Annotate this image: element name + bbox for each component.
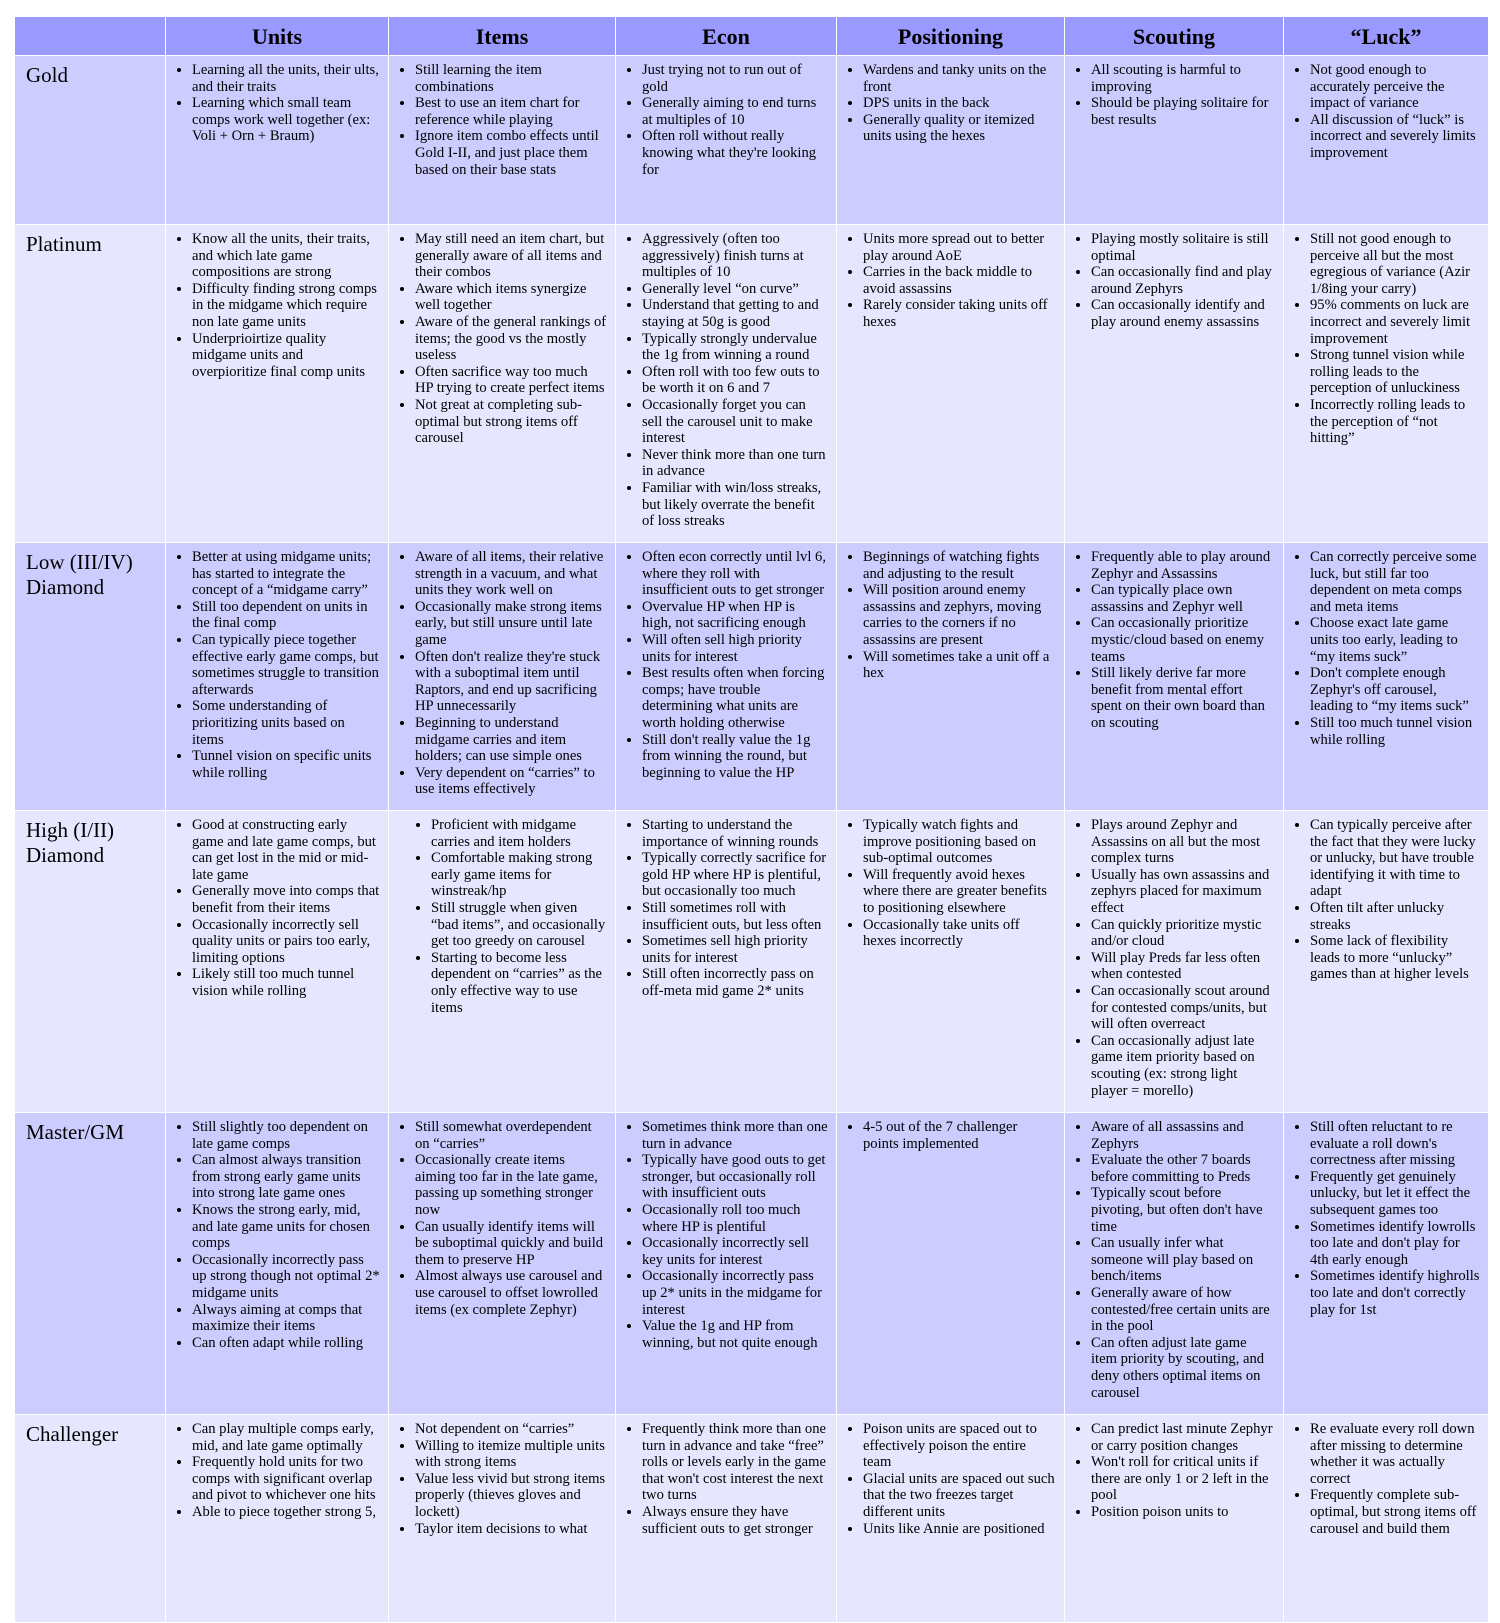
- bullet-item: • Occasionally incorrectly sell key units for interest: [642, 1235, 828, 1268]
- cell-master-gm-scouting: [1065, 1113, 1284, 1415]
- bullet-item: • Typically scout before pivoting, but often don't have time: [1091, 1185, 1275, 1235]
- bullet-item: • Some lack of flexibility leads to more “unlucky” games than at higher levels: [1310, 933, 1480, 983]
- bullet-item: • Generally aiming to end turns at multiples of 10: [642, 95, 828, 128]
- cell-high-diamond-scouting: [1065, 811, 1284, 1113]
- skill-table: [14, 16, 1489, 1623]
- cell-challenger-luck: [1284, 1415, 1489, 1623]
- bullet-item: • Can occasionally prioritize mystic/cloud based on enemy teams: [1091, 615, 1275, 665]
- cell-gold-items: [389, 56, 616, 225]
- bullet-item: • Generally move into comps that benefit from their items: [192, 883, 380, 916]
- bullet-list: [616, 811, 836, 1000]
- bullet-list: [166, 56, 388, 145]
- bullet-item: • Aware which items synergize well together: [415, 281, 607, 314]
- bullet-list: [389, 225, 615, 447]
- bullet-item: • Poison units are spaced out to effectively poison the entire team: [863, 1421, 1056, 1471]
- bullet-item: • Generally aware of how contested/free certain units are in the pool: [1091, 1285, 1275, 1335]
- cell-master-gm-positioning: [837, 1113, 1065, 1415]
- bullet-item: • Don't complete enough Zephyr's off carousel, leading to “my items suck”: [1310, 665, 1480, 715]
- bullet-item: • Can occasionally identify and play around enemy assassins: [1091, 297, 1275, 330]
- rank-row-high-diamond: [15, 811, 1489, 1113]
- bullet-item: • Frequently complete sub-optimal, but strong items off carousel and build them: [1310, 1487, 1480, 1537]
- bullet-item: • Can predict last minute Zephyr or carry position changes: [1091, 1421, 1275, 1454]
- bullet-item: • Sometimes identify lowrolls too late and don't play for 4th early enough: [1310, 1219, 1480, 1269]
- bullet-item: • Occasionally make strong items early, but still unsure until late game: [415, 599, 607, 649]
- bullet-item: • Starting to understand the importance of winning rounds: [642, 817, 828, 850]
- cell-low-diamond-units: [166, 543, 389, 811]
- cell-gold-econ: [616, 56, 837, 225]
- bullet-item: • Rarely consider taking units off hexes: [863, 297, 1056, 330]
- bullet-list: [1284, 811, 1488, 983]
- bullet-item: • Glacial units are spaced out such that the two freezes target different units: [863, 1471, 1056, 1521]
- bullet-list: [166, 543, 388, 781]
- bullet-item: • Proficient with midgame carries and item holders: [431, 817, 607, 850]
- bullet-list: [616, 1113, 836, 1351]
- header-positioning: Positioning: [837, 17, 1065, 56]
- bullet-item: • Learning which small team comps work well together (ex: Voli + Orn + Braum): [192, 95, 380, 145]
- bullet-item: • Always ensure they have sufficient outs to get stronger: [642, 1504, 828, 1537]
- bullet-item: • Still often reluctant to re evaluate a roll down's correctness after missing: [1310, 1119, 1480, 1169]
- bullet-item: • Occasionally roll too much where HP is plentiful: [642, 1202, 828, 1235]
- rank-row-gold: [15, 56, 1489, 225]
- bullet-item: • Aggressively (often too aggressively) finish turns at multiples of 10: [642, 231, 828, 281]
- bullet-list: [1065, 811, 1283, 1099]
- bullet-list: [166, 811, 388, 1000]
- bullet-item: • Often don't realize they're stuck with a suboptimal item until Raptors, and end up sacrificing HP unnecessarily: [415, 649, 607, 715]
- rank-label: Challenger: [15, 1415, 166, 1623]
- bullet-item: • Strong tunnel vision while rolling leads to the perception of unluckiness: [1310, 347, 1480, 397]
- bullet-item: • Generally level “on curve”: [642, 281, 828, 298]
- bullet-item: • Willing to itemize multiple units with strong items: [415, 1438, 607, 1471]
- bullet-list: [837, 56, 1064, 145]
- bullet-list: [1284, 1415, 1488, 1537]
- bullet-item: • 4-5 out of the 7 challenger points implemented: [863, 1119, 1056, 1152]
- cell-low-diamond-scouting: [1065, 543, 1284, 811]
- bullet-item: • Almost always use carousel and use carousel to offset lowrolled items (ex complete Zephyr): [415, 1268, 607, 1318]
- bullet-item: • Not good enough to accurately perceive the impact of variance: [1310, 62, 1480, 112]
- bullet-item: • Usually has own assassins and zephyrs placed for maximum effect: [1091, 867, 1275, 917]
- header-corner: [15, 17, 166, 56]
- bullet-item: • Can usually infer what someone will play based on bench/items: [1091, 1235, 1275, 1285]
- bullet-item: • Will frequently avoid hexes where there are greater benefits to positioning elsewhere: [863, 867, 1056, 917]
- bullet-item: • Generally quality or itemized units using the hexes: [863, 112, 1056, 145]
- rank-row-platinum: [15, 225, 1489, 543]
- rank-label: Gold: [15, 56, 166, 225]
- bullet-item: • Re evaluate every roll down after missing to determine whether it was actually correct: [1310, 1421, 1480, 1487]
- cell-platinum-units: [166, 225, 389, 543]
- bullet-item: • Won't roll for critical units if there are only 1 or 2 left in the pool: [1091, 1454, 1275, 1504]
- bullet-item: • Often roll with too few outs to be worth it on 6 and 7: [642, 364, 828, 397]
- bullet-item: • Often roll without really knowing what they're looking for: [642, 128, 828, 178]
- bullet-item: • Still learning the item combinations: [415, 62, 607, 95]
- bullet-item: • Some understanding of prioritizing units based on items: [192, 698, 380, 748]
- cell-master-gm-econ: [616, 1113, 837, 1415]
- rank-row-master-gm: [15, 1113, 1489, 1415]
- bullet-item: • Still likely derive far more benefit from mental effort spent on their own board than on scouting: [1091, 665, 1275, 731]
- bullet-item: • Still struggle when given “bad items”, and occasionally get too greedy on carousel: [431, 900, 607, 950]
- cell-master-gm-items: [389, 1113, 616, 1415]
- cell-low-diamond-items: [389, 543, 616, 811]
- bullet-item: • Can typically place own assassins and Zephyr well: [1091, 582, 1275, 615]
- bullet-item: • DPS units in the back: [863, 95, 1056, 112]
- bullet-item: • Occasionally take units off hexes incorrectly: [863, 917, 1056, 950]
- bullet-list: [1284, 56, 1488, 162]
- bullet-item: • Typically watch fights and improve positioning based on sub-optimal outcomes: [863, 817, 1056, 867]
- bullet-item: • Overvalue HP when HP is high, not sacrificing enough: [642, 599, 828, 632]
- bullet-item: • Can correctly perceive some luck, but still far too dependent on meta comps and meta items: [1310, 549, 1480, 615]
- rank-label: Low (III/IV) Diamond: [15, 543, 166, 811]
- bullet-item: • Not great at completing sub-optimal but strong items off carousel: [415, 397, 607, 447]
- bullet-item: • Frequently hold units for two comps with significant overlap and pivot to whichever one hits: [192, 1454, 380, 1504]
- header-econ: Econ: [616, 17, 837, 56]
- bullet-item: • Occasionally incorrectly pass up 2* units in the midgame for interest: [642, 1268, 828, 1318]
- bullet-item: • Wardens and tanky units on the front: [863, 62, 1056, 95]
- bullet-item: • Occasionally create items aiming too far in the late game, passing up something stronger now: [415, 1152, 607, 1218]
- cell-high-diamond-luck: [1284, 811, 1489, 1113]
- bullet-item: • Can often adjust late game item priority by scouting, and deny others optimal items on carousel: [1091, 1335, 1275, 1401]
- bullet-item: • Know all the units, their traits, and which late game compositions are strong: [192, 231, 380, 281]
- bullet-list: [166, 225, 388, 380]
- bullet-item: • Underprioirtize quality midgame units and overpioritize final comp units: [192, 331, 380, 381]
- header-row: [15, 17, 1489, 56]
- cell-gold-luck: [1284, 56, 1489, 225]
- bullet-item: • Aware of all assassins and Zephyrs: [1091, 1119, 1275, 1152]
- bullet-item: • Starting to become less dependent on “carries” as the only effective way to use items: [431, 950, 607, 1016]
- bullet-item: • All scouting is harmful to improving: [1091, 62, 1275, 95]
- bullet-item: • Should be playing solitaire for best results: [1091, 95, 1275, 128]
- rank-row-challenger: [15, 1415, 1489, 1623]
- bullet-item: • May still need an item chart, but generally aware of all items and their combos: [415, 231, 607, 281]
- bullet-item: • Aware of all items, their relative strength in a vacuum, and what units they work well on: [415, 549, 607, 599]
- bullet-list: [1284, 1113, 1488, 1318]
- header-scouting: Scouting: [1065, 17, 1284, 56]
- bullet-item: • Can occasionally adjust late game item priority based on scouting (ex: strong light player = morello): [1091, 1033, 1275, 1099]
- bullet-item: • 95% comments on luck are incorrect and severely limit improvement: [1310, 297, 1480, 347]
- bullet-list: [616, 225, 836, 530]
- bullet-list: [389, 56, 615, 178]
- bullet-item: • Frequently think more than one turn in advance and take “free” rolls or levels early in the game that won't cost interest the next two turns: [642, 1421, 828, 1504]
- rank-row-low-diamond: [15, 543, 1489, 811]
- bullet-item: • Sometimes sell high priority units for interest: [642, 933, 828, 966]
- bullet-item: • Playing mostly solitaire is still optimal: [1091, 231, 1275, 264]
- bullet-list: [837, 1415, 1064, 1537]
- bullet-item: • Typically strongly undervalue the 1g from winning a round: [642, 331, 828, 364]
- bullet-item: • Can play multiple comps early, mid, and late game optimally: [192, 1421, 380, 1454]
- bullet-item: • Can quickly prioritize mystic and/or cloud: [1091, 917, 1275, 950]
- cell-challenger-econ: [616, 1415, 837, 1623]
- header-units: Units: [166, 17, 389, 56]
- bullet-item: • Occasionally incorrectly pass up strong though not optimal 2* midgame units: [192, 1252, 380, 1302]
- bullet-list: [1065, 1415, 1283, 1521]
- bullet-item: • Typically have good outs to get stronger, but occasionally roll with insufficient outs: [642, 1152, 828, 1202]
- cell-gold-units: [166, 56, 389, 225]
- bullet-item: • Taylor item decisions to what: [415, 1521, 607, 1538]
- bullet-item: • Units more spread out to better play around AoE: [863, 231, 1056, 264]
- cell-challenger-scouting: [1065, 1415, 1284, 1623]
- bullet-item: • Often sacrifice way too much HP trying to create perfect items: [415, 364, 607, 397]
- bullet-item: • Understand that getting to and staying at 50g is good: [642, 297, 828, 330]
- bullet-item: • Sometimes identify highrolls too late and don't correctly play for 1st: [1310, 1268, 1480, 1318]
- bullet-list: [837, 811, 1064, 950]
- bullet-item: • Still sometimes roll with insufficient outs, but less often: [642, 900, 828, 933]
- bullet-item: • Still too dependent on units in the final comp: [192, 599, 380, 632]
- bullet-item: • Can often adapt while rolling: [192, 1335, 380, 1352]
- bullet-item: • Never think more than one turn in advance: [642, 447, 828, 480]
- bullet-item: • Choose exact late game units too early, leading to “my items suck”: [1310, 615, 1480, 665]
- bullet-item: • All discussion of “luck” is incorrect and severely limits improvement: [1310, 112, 1480, 162]
- bullet-item: • Still too much tunnel vision while rolling: [1310, 715, 1480, 748]
- bullet-list: [389, 811, 615, 1016]
- cell-low-diamond-luck: [1284, 543, 1489, 811]
- skill-matrix: [14, 16, 1488, 1537]
- cell-gold-positioning: [837, 56, 1065, 225]
- bullet-item: • Still slightly too dependent on late game comps: [192, 1119, 380, 1152]
- cell-challenger-units: [166, 1415, 389, 1623]
- cell-low-diamond-positioning: [837, 543, 1065, 811]
- bullet-list: [1284, 225, 1488, 447]
- bullet-item: • Will play Preds far less often when contested: [1091, 950, 1275, 983]
- bullet-item: • Sometimes think more than one turn in advance: [642, 1119, 828, 1152]
- bullet-list: [837, 225, 1064, 331]
- bullet-item: • Typically correctly sacrifice for gold HP where HP is plentiful, but occasionally too much: [642, 850, 828, 900]
- bullet-item: • Familiar with win/loss streaks, but likely overrate the benefit of loss streaks: [642, 480, 828, 530]
- bullet-item: • Still somewhat overdependent on “carries”: [415, 1119, 607, 1152]
- bullet-item: • Carries in the back middle to avoid assassins: [863, 264, 1056, 297]
- bullet-item: • Units like Annie are positioned: [863, 1521, 1056, 1538]
- bullet-item: • Better at using midgame units; has started to integrate the concept of a “midgame carry”: [192, 549, 380, 599]
- bullet-list: [1065, 56, 1283, 128]
- bullet-item: • Difficulty finding strong comps in the midgame which require non late game units: [192, 281, 380, 331]
- bullet-item: • Knows the strong early, mid, and late game units for chosen comps: [192, 1202, 380, 1252]
- cell-challenger-positioning: [837, 1415, 1065, 1623]
- bullet-item: • Will position around enemy assassins and zephyrs, moving carries to the corners if no assassins are present: [863, 582, 1056, 648]
- bullet-item: • Value less vivid but strong items properly (thieves gloves and lockett): [415, 1471, 607, 1521]
- bullet-item: • Able to piece together strong 5,: [192, 1504, 380, 1521]
- cell-gold-scouting: [1065, 56, 1284, 225]
- bullet-item: • Can occasionally find and play around Zephyrs: [1091, 264, 1275, 297]
- cell-challenger-items: [389, 1415, 616, 1623]
- bullet-list: [1284, 543, 1488, 748]
- bullet-list: [1065, 543, 1283, 732]
- cell-master-gm-luck: [1284, 1113, 1489, 1415]
- bullet-item: • Comfortable making strong early game items for winstreak/hp: [431, 850, 607, 900]
- bullet-item: • Still not good enough to perceive all but the most egregious of variance (Azir 1/8ing your carry): [1310, 231, 1480, 297]
- bullet-item: • Frequently able to play around Zephyr and Assassins: [1091, 549, 1275, 582]
- bullet-item: • Ignore item combo effects until Gold I-II, and just place them based on their base stats: [415, 128, 607, 178]
- bullet-item: • Can almost always transition from strong early game units into strong late game ones: [192, 1152, 380, 1202]
- header-items: Items: [389, 17, 616, 56]
- cell-platinum-positioning: [837, 225, 1065, 543]
- bullet-list: [389, 1415, 615, 1537]
- bullet-item: • Beginnings of watching fights and adjusting to the result: [863, 549, 1056, 582]
- cell-low-diamond-econ: [616, 543, 837, 811]
- rank-label: High (I/II) Diamond: [15, 811, 166, 1113]
- bullet-item: • Evaluate the other 7 boards before committing to Preds: [1091, 1152, 1275, 1185]
- bullet-item: • Very dependent on “carries” to use items effectively: [415, 765, 607, 798]
- cell-high-diamond-items: [389, 811, 616, 1113]
- header-luck: “Luck”: [1284, 17, 1489, 56]
- bullet-item: • Best results often when forcing comps; have trouble determining what units are worth holding otherwise: [642, 665, 828, 731]
- bullet-item: • Not dependent on “carries”: [415, 1421, 607, 1438]
- bullet-item: • Beginning to understand midgame carries and item holders; can use simple ones: [415, 715, 607, 765]
- bullet-item: • Best to use an item chart for reference while playing: [415, 95, 607, 128]
- bullet-item: • Often tilt after unlucky streaks: [1310, 900, 1480, 933]
- bullet-list: [616, 543, 836, 781]
- bullet-item: • Will often sell high priority units for interest: [642, 632, 828, 665]
- bullet-item: • Incorrectly rolling leads to the perception of “not hitting”: [1310, 397, 1480, 447]
- bullet-item: • Just trying not to run out of gold: [642, 62, 828, 95]
- bullet-item: • Still don't really value the 1g from winning the round, but beginning to value the HP: [642, 732, 828, 782]
- bullet-list: [166, 1415, 388, 1521]
- cell-platinum-scouting: [1065, 225, 1284, 543]
- bullet-item: • Occasionally forget you can sell the carousel unit to make interest: [642, 397, 828, 447]
- bullet-item: • Can typically perceive after the fact that they were lucky or unlucky, but have trouble identifying it with time to adapt: [1310, 817, 1480, 900]
- bullet-item: • Good at constructing early game and late game comps, but can get lost in the mid or mid-late game: [192, 817, 380, 883]
- bullet-list: [837, 1113, 1064, 1152]
- bullet-item: • Likely still too much tunnel vision while rolling: [192, 966, 380, 999]
- cell-master-gm-units: [166, 1113, 389, 1415]
- bullet-list: [616, 1415, 836, 1537]
- bullet-item: • Can occasionally scout around for contested comps/units, but will often overreact: [1091, 983, 1275, 1033]
- bullet-item: • Learning all the units, their ults, and their traits: [192, 62, 380, 95]
- bullet-item: • Still often incorrectly pass on off-meta mid game 2* units: [642, 966, 828, 999]
- bullet-item: • Can typically piece together effective early game comps, but sometimes struggle to transition afterwards: [192, 632, 380, 698]
- bullet-item: • Occasionally incorrectly sell quality units or pairs too early, limiting options: [192, 917, 380, 967]
- bullet-item: • Tunnel vision on specific units while rolling: [192, 748, 380, 781]
- cell-high-diamond-econ: [616, 811, 837, 1113]
- bullet-list: [1065, 225, 1283, 331]
- bullet-item: • Value the 1g and HP from winning, but not quite enough: [642, 1318, 828, 1351]
- bullet-list: [166, 1113, 388, 1351]
- bullet-list: [616, 56, 836, 178]
- cell-platinum-luck: [1284, 225, 1489, 543]
- cell-platinum-econ: [616, 225, 837, 543]
- bullet-item: • Always aiming at comps that maximize their items: [192, 1302, 380, 1335]
- bullet-list: [1065, 1113, 1283, 1401]
- bullet-item: • Plays around Zephyr and Assassins on all but the most complex turns: [1091, 817, 1275, 867]
- cell-high-diamond-units: [166, 811, 389, 1113]
- bullet-item: • Will sometimes take a unit off a hex: [863, 649, 1056, 682]
- bullet-item: • Frequently get genuinely unlucky, but let it effect the subsequent games too: [1310, 1169, 1480, 1219]
- bullet-list: [389, 543, 615, 798]
- bullet-list: [389, 1113, 615, 1318]
- rank-label: Platinum: [15, 225, 166, 543]
- cell-high-diamond-positioning: [837, 811, 1065, 1113]
- bullet-item: • Position poison units to: [1091, 1504, 1275, 1521]
- bullet-list: [837, 543, 1064, 682]
- bullet-item: • Often econ correctly until lvl 6, where they roll with insufficient outs to get stronger: [642, 549, 828, 599]
- cell-platinum-items: [389, 225, 616, 543]
- bullet-item: • Can usually identify items will be suboptimal quickly and build them to preserve HP: [415, 1219, 607, 1269]
- bullet-item: • Aware of the general rankings of items; the good vs the mostly useless: [415, 314, 607, 364]
- rank-label: Master/GM: [15, 1113, 166, 1415]
